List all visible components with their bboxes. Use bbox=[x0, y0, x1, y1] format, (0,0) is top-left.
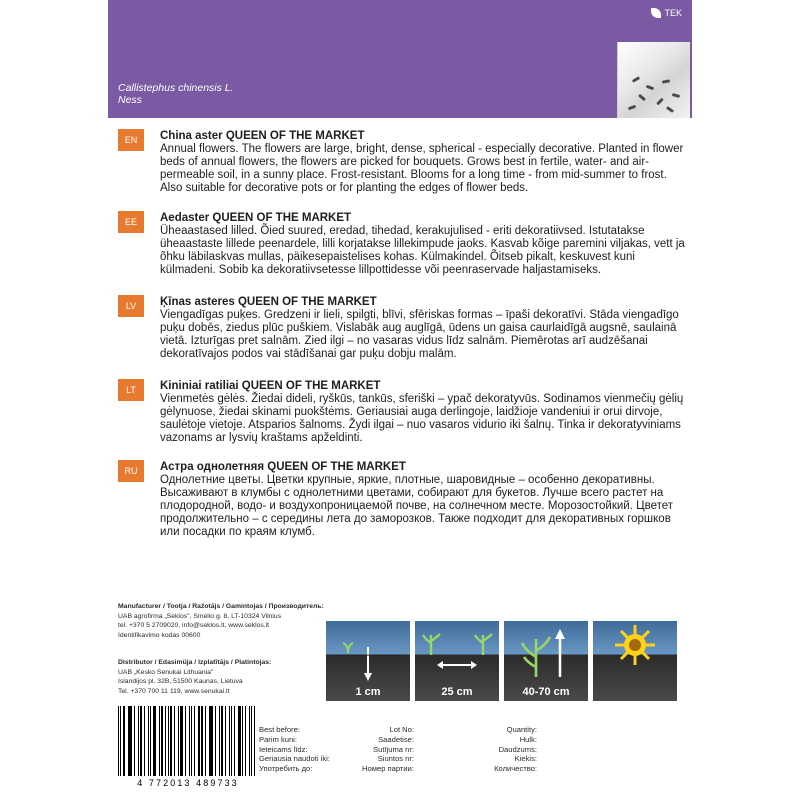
seed-icon bbox=[656, 98, 664, 106]
packet-header bbox=[108, 0, 692, 118]
barcode-bar bbox=[219, 706, 220, 776]
best-before-label: Ieteicams līdz: bbox=[259, 744, 308, 754]
barcode-bar bbox=[229, 706, 231, 776]
barcode-bar bbox=[245, 706, 247, 776]
distributor-line: Islandijos pl. 32B, 51500 Kaunas, Lietuva bbox=[118, 678, 243, 686]
quantity-label: Daudzums: bbox=[498, 744, 537, 754]
quantity-label: Kiekis: bbox=[514, 754, 537, 764]
barcode-number: 4 772013 489733 bbox=[137, 778, 239, 788]
scientific-name-text: Callistephus chinensis L. bbox=[118, 82, 234, 94]
planting-panel-height bbox=[504, 621, 588, 701]
barcode-bar bbox=[174, 706, 175, 776]
lot-no-label: Номер партии: bbox=[362, 764, 414, 774]
lang-badge-ee: EE bbox=[118, 211, 144, 233]
barcode-bar bbox=[209, 706, 210, 776]
lang-block-lt bbox=[108, 371, 692, 455]
barcode-bar bbox=[128, 706, 129, 776]
lang-body-ru: Однолетние цветы. Цветки крупные, яркие, плотные, шаровидные – особенно декоративны. Высаживают в клумбы с однолетними цветами, собирают для букетов. Лучше всего растет на плодородной, водо- и воздухопроницаемой почве, на солнечном месте. Морозостойкий. Цветет продолжительно – с середины лета до заморозков. Также подходит для декоративных горшков или посадки по краям клумб. bbox=[160, 473, 674, 538]
barcode bbox=[118, 706, 258, 800]
lang-body-ee: Üheaastased lilled. Õied suured, eredad, tihedad, kerakujulised - eriti dekoratiivsed. Istutatakse üheaastaste lillede peenardele, lilli korjatakse lillekimpude jaoks. Kasvab kõige paremini viljakas, vett ja õhku läbilaskvas mullas, päikesepaistelises kohas. Külmakindel. Õitseb pikalt, keskuvest kuni külmadeni. Sobib ka dekoratiivsetesse lillpottidesse või peenraservade haljastamiseks. bbox=[160, 224, 685, 276]
lang-block-lv bbox=[108, 287, 692, 373]
barcode-bar bbox=[185, 706, 187, 776]
barcode-bar bbox=[198, 706, 200, 776]
lang-title-lv: Ķīnas asteres QUEEN OF THE MARKET bbox=[160, 296, 377, 308]
lang-title-lt: Kininiai ratiliai QUEEN OF THE MARKET bbox=[160, 380, 381, 392]
lot-no-label: Sutījuma nr: bbox=[373, 744, 414, 754]
lot-no-label: Lot No: bbox=[389, 725, 414, 734]
planting-panel-sun bbox=[593, 621, 677, 701]
seed-icon bbox=[662, 79, 670, 83]
barcode-bar bbox=[159, 706, 160, 776]
scientific-name bbox=[118, 82, 234, 106]
barcode-bar bbox=[140, 706, 142, 776]
barcode-bar bbox=[134, 706, 135, 776]
quantity-labels bbox=[467, 725, 537, 774]
lang-text-en bbox=[160, 130, 688, 195]
barcode-bar bbox=[194, 706, 195, 776]
manufacturer-heading: Manufacturer / Tootja / Ražotājs / Gamintojas / Производитель: bbox=[118, 603, 324, 610]
barcode-bar bbox=[205, 706, 206, 776]
manufacturer-info bbox=[118, 602, 348, 640]
seed-icon bbox=[638, 94, 646, 101]
barcode-bar bbox=[180, 706, 183, 776]
seed-icon bbox=[628, 105, 637, 111]
manufacturer-line: UAB agrofirma „Sėklos", Smėlio g. 8, LT-10324 Vilnius bbox=[118, 612, 282, 620]
seed-icon bbox=[646, 85, 655, 91]
best-before-labels bbox=[259, 725, 349, 774]
barcode-bar bbox=[118, 706, 119, 776]
scientific-name-author: Ness bbox=[118, 94, 142, 106]
lang-badge-en: EN bbox=[118, 129, 144, 151]
quantity-label: Quantity: bbox=[506, 725, 537, 734]
lang-badge-lv: LV bbox=[118, 295, 144, 317]
lang-text-ru bbox=[160, 461, 688, 538]
seed-photo bbox=[617, 42, 690, 118]
barcode-bar bbox=[231, 706, 232, 776]
barcode-bar bbox=[165, 706, 166, 776]
manufacturer-line: tel. +370 5 2709020, info@seklos.lt, www.seklos.lt bbox=[118, 622, 270, 630]
lang-block-ru bbox=[108, 452, 692, 542]
barcode-bar bbox=[210, 706, 213, 776]
lang-text-ee bbox=[160, 212, 688, 277]
planting-panel-spacing bbox=[415, 621, 499, 701]
lang-body-lv: Viengadīgas puķes. Gredzeni ir lieli, spilgti, blīvi, sfēriskas formas – īpaši dekoratīvi. Stāda viengadīgo puķu dobēs, ziedus plūc puškiem. Vislabāk aug auglīgā, ūdens un gaisa caurlaidīgā augsnē, saulainā vietā. Izturīgas pret salnām. Zied ilgi – no vasaras vidus līdz salnām. Piemērotas arī audzēšanai dekoratīvajos podos vai stādīšanai gar puķu dobju malām. bbox=[160, 308, 679, 360]
lang-badge-ru: RU bbox=[118, 460, 144, 482]
barcode-bar bbox=[138, 706, 139, 776]
barcode-bar bbox=[234, 706, 235, 776]
barcode-bar bbox=[120, 706, 121, 776]
barcode-bar bbox=[150, 706, 151, 776]
barcode-bar bbox=[170, 706, 172, 776]
barcode-bar bbox=[249, 706, 250, 776]
barcode-bar bbox=[238, 706, 241, 776]
seed-packet-back bbox=[108, 0, 692, 800]
brand-mark bbox=[651, 8, 682, 18]
barcode-bar bbox=[225, 706, 226, 776]
barcode-bar bbox=[254, 706, 255, 776]
barcode-bar bbox=[144, 706, 146, 776]
lang-title-en: China aster QUEEN OF THE MARKET bbox=[160, 130, 365, 142]
barcode-bar bbox=[161, 706, 163, 776]
seed-icon bbox=[666, 106, 674, 113]
barcode-bar bbox=[168, 706, 169, 776]
lang-title-ru: Астра однолетняя QUEEN OF THE MARKET bbox=[160, 461, 406, 473]
seed-icon bbox=[672, 93, 681, 98]
barcode-bars bbox=[118, 706, 258, 784]
lang-badge-lt: LT bbox=[118, 379, 144, 401]
barcode-bar bbox=[129, 706, 132, 776]
seed-icon bbox=[632, 76, 640, 83]
lot-no-label: Siuntos nr: bbox=[377, 754, 414, 764]
planting-panel-label: 40-70 cm bbox=[522, 686, 570, 698]
barcode-bar bbox=[201, 706, 203, 776]
lang-text-lt bbox=[160, 380, 688, 445]
leaf-icon bbox=[651, 8, 661, 18]
distributor-line: Tel. +370 700 11 119, www.senukai.lt bbox=[118, 687, 230, 695]
barcode-bar bbox=[251, 706, 252, 776]
lang-body-en: Annual flowers. The flowers are large, bright, dense, spherical - especially decorative. Planted in flower beds of annual flowers, the flowers are picked for bouquets. Grows best in fertile, water- and air-permeable soil, in a sunny place. Frost-resistant. Blooms for a long time - from mid-summer to frost. Also suitable for decorative pots or for planting the edges of flower beds. bbox=[160, 142, 684, 194]
barcode-bar bbox=[153, 706, 156, 776]
barcode-bar bbox=[148, 706, 149, 776]
barcode-bar bbox=[123, 706, 125, 776]
brand-text: TEK bbox=[664, 8, 682, 18]
barcode-bar bbox=[221, 706, 223, 776]
lang-title-ee: Aedaster QUEEN OF THE MARKET bbox=[160, 212, 352, 224]
lot-no-label: Saadetise: bbox=[378, 734, 414, 744]
lang-body-lt: Vienmetės gėlės. Žiedai dideli, ryškūs, tankūs, sferiški – ypač dekoratyvūs. Sodinamos vienmečių gėlių gėlynuose, žiedai skinami puokštėms. Geriausiai auga derlingoje, laidžioje vandeniui ir orui dirvoje, saulėtoje vietoje. Atsparios šalnoms. Žydi ilgai – nuo vasaros vidurio iki šalnų. Tinka ir dekoratyviniams vazonams ar lysvių kraštams apželdinti. bbox=[160, 392, 684, 444]
lot-no-labels bbox=[344, 725, 414, 774]
best-before-label: Parim kuni: bbox=[259, 734, 297, 744]
planting-panel-depth bbox=[326, 621, 410, 701]
quantity-label: Количество: bbox=[494, 764, 537, 774]
manufacturer-line: Identifikavimo kodas 00600 bbox=[118, 631, 201, 639]
barcode-bar bbox=[242, 706, 243, 776]
best-before-label: Употребить до: bbox=[259, 764, 313, 774]
distributor-info bbox=[118, 658, 348, 696]
best-before-label: Best before: bbox=[259, 725, 300, 734]
barcode-bar bbox=[189, 706, 190, 776]
lang-block-en bbox=[108, 121, 692, 205]
sun-icon bbox=[593, 621, 677, 701]
barcode-bar bbox=[215, 706, 216, 776]
barcode-bar bbox=[191, 706, 192, 776]
quantity-label: Hulk: bbox=[519, 734, 537, 744]
best-before-label: Geriausia naudoti iki: bbox=[259, 754, 330, 764]
planting-panel-label: 25 cm bbox=[441, 686, 473, 698]
barcode-bar bbox=[178, 706, 179, 776]
distributor-heading: Distributor / Edasimüja / Izplatītājs / Platintojas: bbox=[118, 659, 272, 666]
lang-block-ee bbox=[108, 203, 692, 293]
distributor-line: UAB „Kesko Senukai Lithuania" bbox=[118, 668, 214, 676]
planting-panel-label: 1 cm bbox=[355, 686, 381, 698]
lang-text-lv bbox=[160, 296, 688, 361]
